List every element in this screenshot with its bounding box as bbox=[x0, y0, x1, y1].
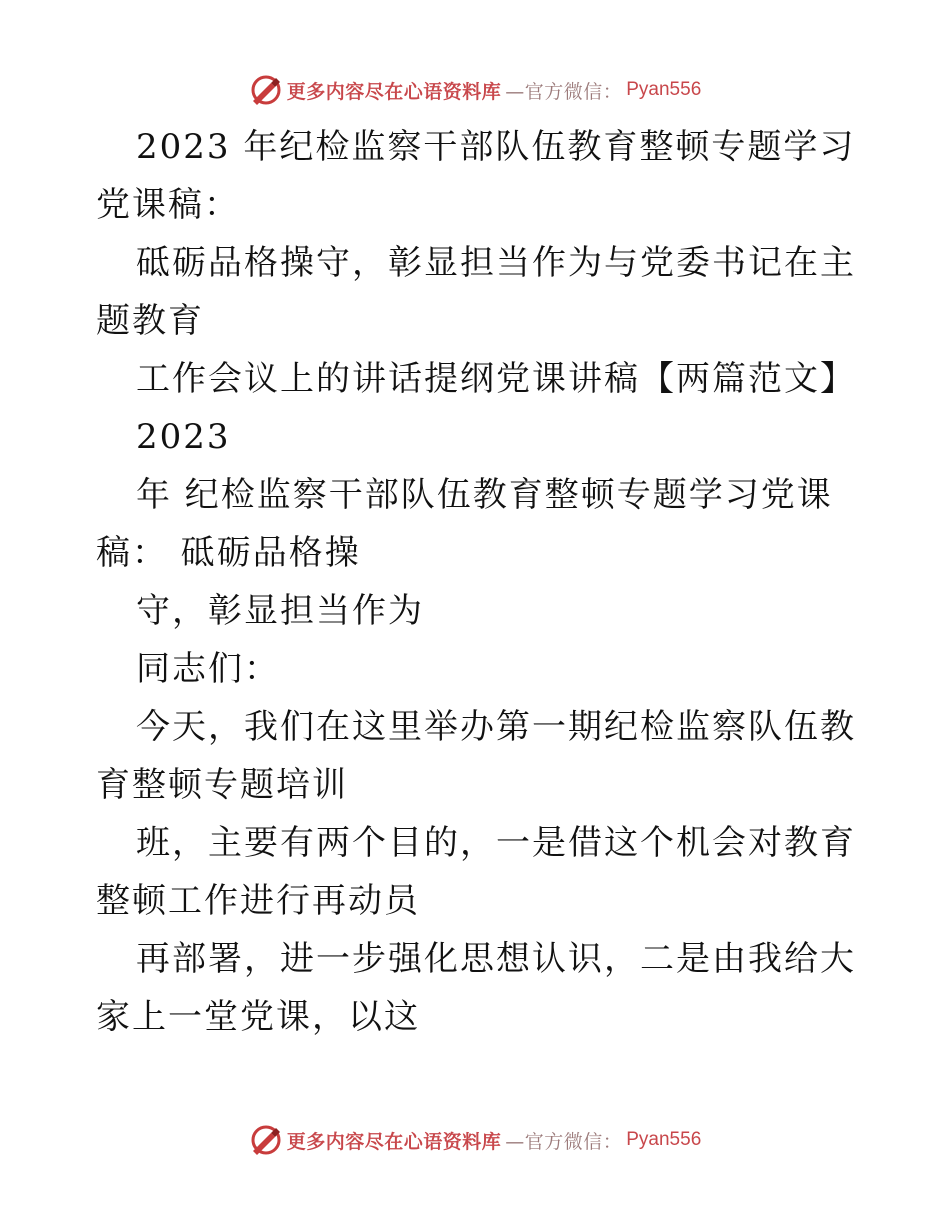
paragraph-3: 工作会议上的讲话提纲党课讲稿【两篇范文】 bbox=[136, 359, 856, 399]
paragraph-10: 再部署，进一步强化思想认识，二是由我给大家上一堂党课，以这 bbox=[96, 939, 856, 1037]
paragraph-2: 砥砺品格操守，彰显担当作为与党委书记在主题教育 bbox=[96, 243, 856, 341]
red-pen-circle-icon bbox=[249, 1123, 283, 1157]
watermark-separator-text: —官方微信： bbox=[505, 80, 623, 103]
paragraph-4: 2023 bbox=[136, 417, 231, 457]
header-watermark bbox=[0, 70, 950, 110]
paragraph-9: 班，主要有两个目的，一是借这个机会对教育整顿工作进行再动员 bbox=[96, 823, 856, 921]
watermark-separator-text: —官方微信： bbox=[505, 1130, 623, 1153]
paragraph-5: 年 纪检监察干部队伍教育整顿专题学习党课 稿： 砥砺品格操 bbox=[96, 475, 833, 573]
red-pen-circle-icon bbox=[249, 73, 283, 107]
paragraph-8: 今天，我们在这里举办第一期纪检监察队伍教育整顿专题培训 bbox=[96, 707, 856, 805]
document-body bbox=[96, 118, 856, 1046]
footer-watermark bbox=[0, 1120, 950, 1160]
paragraph-7: 同志们： bbox=[136, 649, 280, 689]
paragraph-6: 守，彰显担当作为 bbox=[136, 591, 424, 631]
watermark-wechat-id: Pyan556 bbox=[626, 1129, 702, 1150]
watermark-wechat-id: Pyan556 bbox=[626, 79, 702, 100]
watermark-main-text: 更多内容尽在心语资料库 bbox=[286, 1130, 502, 1153]
paragraph-1: 2023 年纪检监察干部队伍教育整顿专题学习党课稿： bbox=[96, 127, 856, 225]
watermark-main-text: 更多内容尽在心语资料库 bbox=[286, 80, 502, 103]
